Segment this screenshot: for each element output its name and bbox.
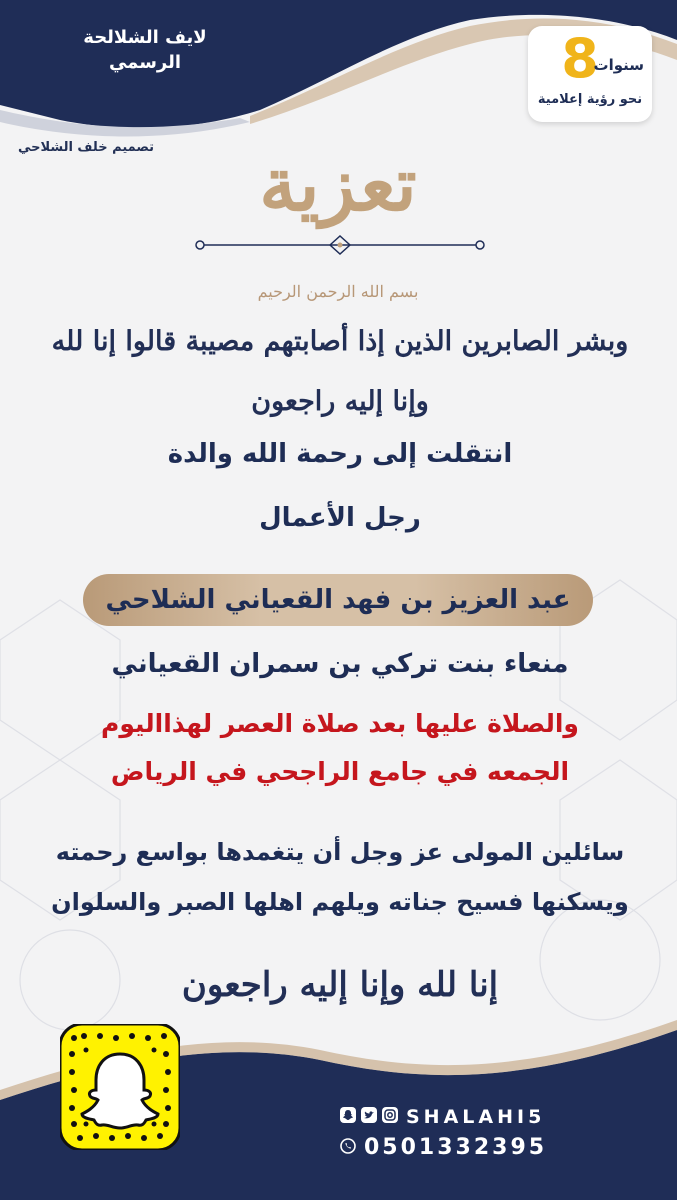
years-badge [528,26,652,122]
badge-word: سنوات [593,56,644,74]
page-title: تعزية [259,142,417,228]
announcement-line2: رجل الأعمال [259,503,421,533]
brand-line2: الرسمي [108,52,182,73]
prayer-line2: الجمعه في جامع الراجحي في الرياض [110,757,570,786]
brand-header [40,26,250,76]
social-handle[interactable]: SHALAHI5 [406,1106,546,1128]
brand-line1: لايف الشلالحة [83,27,207,48]
snapchat-icon [340,1107,356,1123]
deceased-name: منعاء بنت تركي بن سمران القعياني [111,649,569,679]
badge-number: 8 [561,27,599,90]
instagram-icon [382,1107,398,1123]
whatsapp-icon [340,1138,356,1154]
badge-tagline: نحو رؤية إعلامية [537,92,643,107]
prayer-line1: والصلاة عليها بعد صلاة العصر لهذااليوم [101,709,579,738]
ornament-divider-icon [190,232,490,258]
basmala: بسم الله الرحمن الرحيم [257,282,419,301]
designer-credit: تصميم خلف الشلاحي [17,140,155,155]
twitter-icon [361,1107,377,1123]
phone-number[interactable]: 0501332395 [364,1135,548,1160]
quran-verse: وبشر الصابرين الذين إذا أصابتهم مصيبة قالوا إنا لله وإنا إليه راجعون [51,326,629,417]
businessman-name: عبد العزيز بن فهد القعياني الشلاحي [105,585,571,615]
social-handle-row [340,1104,640,1130]
dua-line2: ويسكنها فسيح جناته ويلهم اهلها الصبر والسلوان [51,888,629,916]
closing-verse: إنا لله وإنا إليه راجعون [181,965,499,1005]
announcement-line1: انتقلت إلى رحمة الله والدة [167,439,513,469]
dua-line1: سائلين المولى عز وجل أن يتغمدها بواسع رحمته [55,838,625,866]
snapcode-ghost-icon[interactable] [60,1024,180,1150]
social-icons [340,1107,398,1127]
phone-row [340,1134,640,1162]
